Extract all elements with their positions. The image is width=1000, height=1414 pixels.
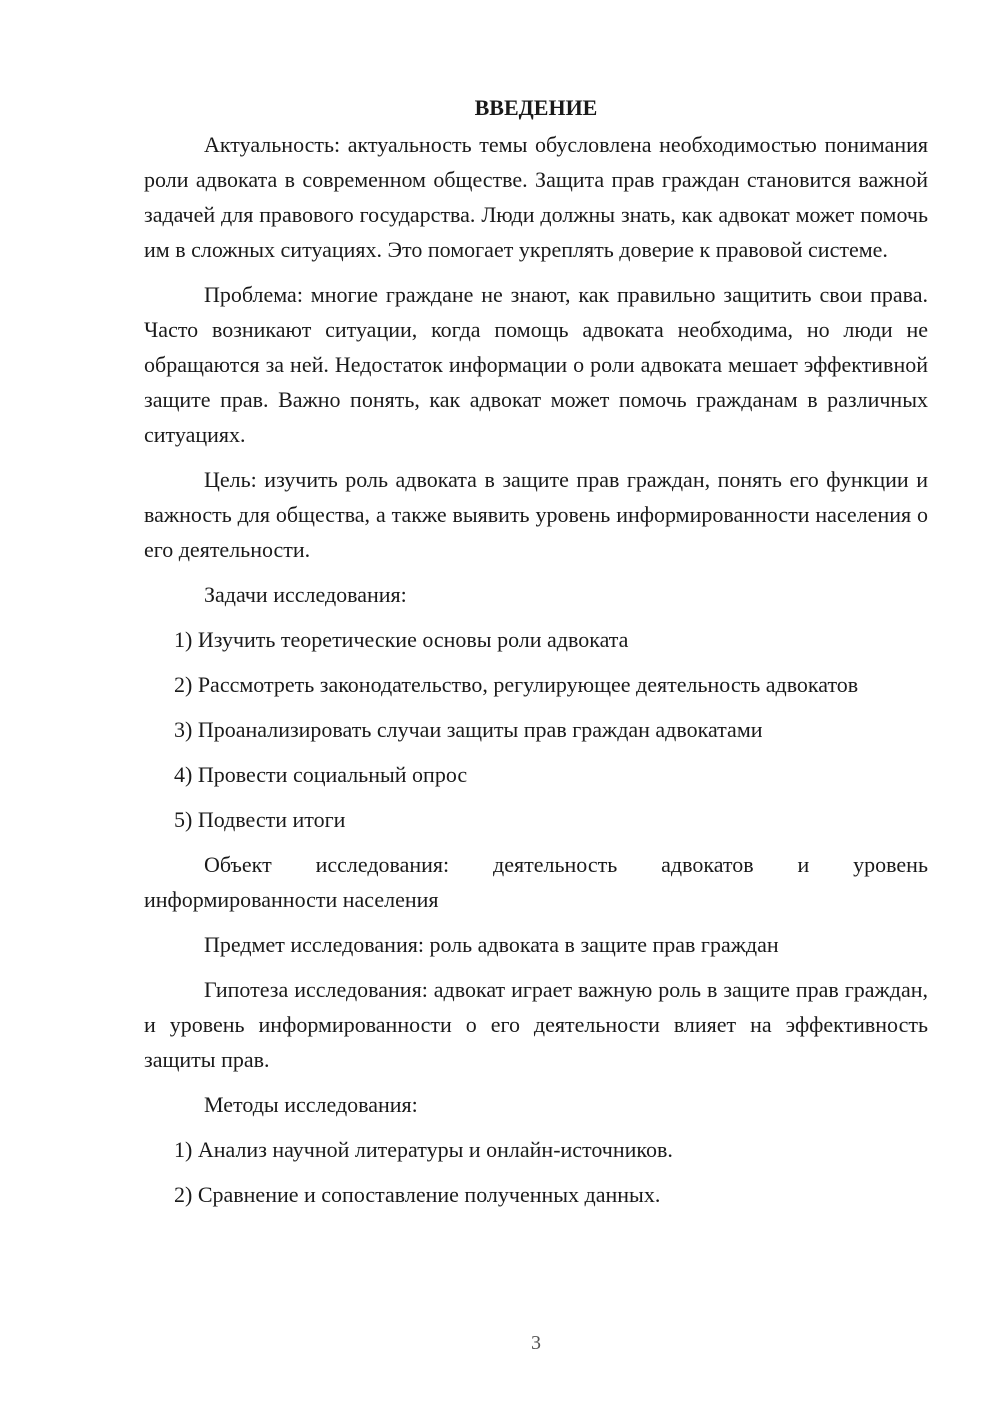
hypothesis-paragraph: Гипотеза исследования: адвокат играет важную роль в защите прав граждан, и уровень информированности о его деятельности влияет на эффективность защиты прав. — [144, 977, 928, 1072]
subject-paragraph: Предмет исследования: роль адвоката в защите прав граждан — [204, 932, 779, 957]
method-item: 2) Сравнение и сопоставление полученных данных. — [174, 1182, 661, 1207]
tasks-heading: Задачи исследования: — [204, 582, 407, 607]
page-title: ВВЕДЕНИЕ — [474, 95, 598, 120]
task-item: 3) Проанализировать случаи защиты прав граждан адвокатами — [174, 717, 763, 742]
task-item: 1) Изучить теоретические основы роли адвоката — [174, 627, 629, 652]
goal-paragraph: Цель: изучить роль адвоката в защите прав граждан, понять его функции и важность для общества, а также выявить уровень информированности населения о его деятельности. — [144, 467, 928, 562]
object-paragraph: Объект исследования: деятельность адвокатов и уровень информированности населения — [144, 852, 928, 912]
methods-heading: Методы исследования: — [204, 1092, 418, 1117]
page-number: 3 — [531, 1332, 541, 1354]
relevance-paragraph: Актуальность: актуальность темы обусловлена необходимостью понимания роли адвоката в современном обществе. Защита прав граждан становится важной задачей для правового государства. Люди должны знать, как адвокат может помочь им в сложных ситуациях. Это помогает укреплять доверие к правовой системе. — [144, 132, 928, 262]
document-page — [144, 90, 928, 1222]
method-item: 1) Анализ научной литературы и онлайн-источников. — [174, 1137, 673, 1162]
task-item: 5) Подвести итоги — [174, 807, 346, 832]
task-item: 4) Провести социальный опрос — [174, 762, 468, 787]
problem-paragraph: Проблема: многие граждане не знают, как правильно защитить свои права. Часто возникают ситуации, когда помощь адвоката необходима, но люди не обращаются за ней. Недостаток информации о роли адвоката мешает эффективной защите прав. Важно понять, как адвокат может помочь гражданам в различных ситуациях. — [144, 282, 928, 447]
task-item: 2) Рассмотреть законодательство, регулирующее деятельность адвокатов — [174, 672, 859, 697]
